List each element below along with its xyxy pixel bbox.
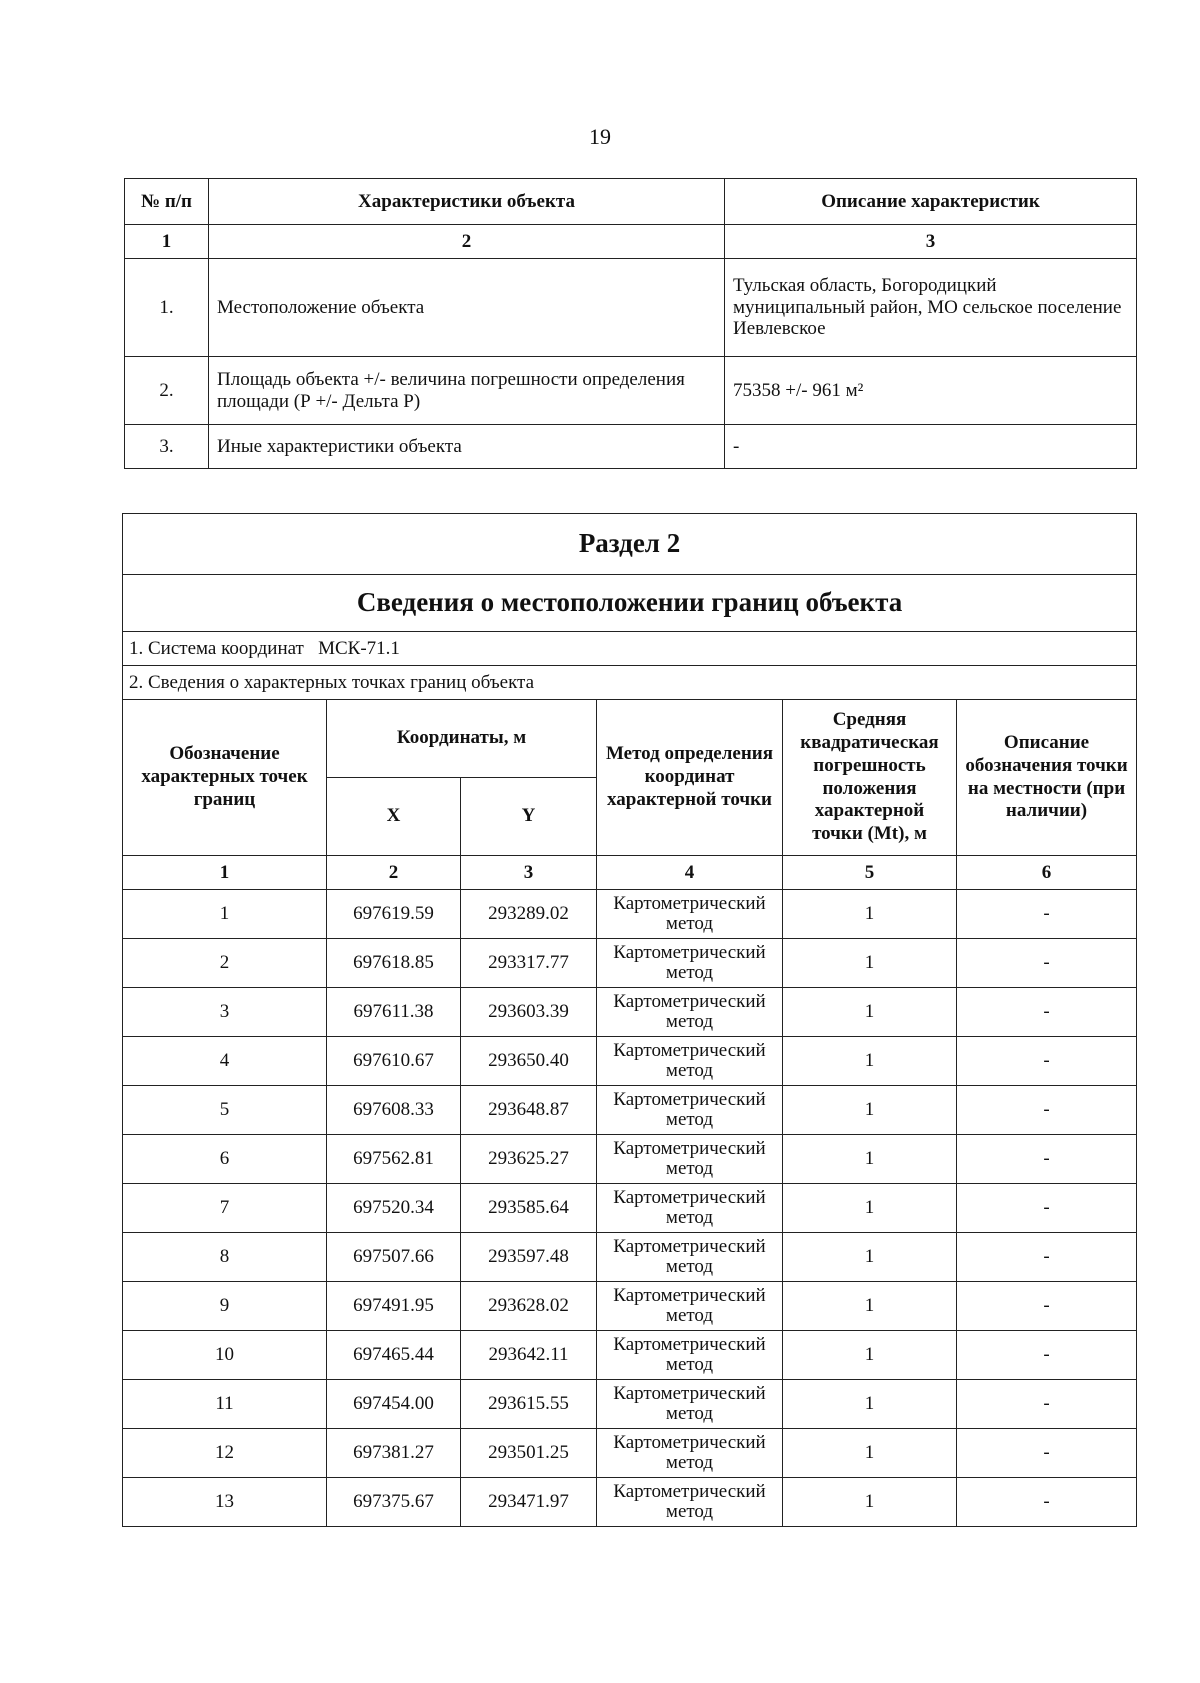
point-description: - <box>957 939 1137 988</box>
row-characteristic: Иные характеристики объекта <box>209 425 725 469</box>
point-y: 293615.55 <box>461 1380 597 1429</box>
header-error: Средняя квадратическая погрешность положения характерной точки (Mt), м <box>783 700 957 856</box>
point-description: - <box>957 1478 1137 1527</box>
point-y: 293317.77 <box>461 939 597 988</box>
point-y: 293501.25 <box>461 1429 597 1478</box>
point-id: 12 <box>123 1429 327 1478</box>
point-mt: 1 <box>783 1184 957 1233</box>
table-row <box>123 1086 1137 1135</box>
point-x: 697507.66 <box>327 1233 461 1282</box>
table-row <box>123 890 1137 939</box>
table-row <box>123 1282 1137 1331</box>
point-description: - <box>957 890 1137 939</box>
column-number-row <box>123 856 1137 890</box>
column-number: 3 <box>461 856 597 890</box>
column-number: 6 <box>957 856 1137 890</box>
row-number: 3. <box>125 425 209 469</box>
header-y: Y <box>461 778 597 856</box>
point-mt: 1 <box>783 1135 957 1184</box>
point-x: 697491.95 <box>327 1282 461 1331</box>
header-number: № п/п <box>125 179 209 225</box>
table-row <box>125 357 1137 425</box>
table-row <box>123 1380 1137 1429</box>
row-characteristic: Местоположение объекта <box>209 259 725 357</box>
table-row <box>123 939 1137 988</box>
table-row <box>123 1037 1137 1086</box>
table-row <box>125 259 1137 357</box>
point-description: - <box>957 1429 1137 1478</box>
column-number: 3 <box>725 225 1137 259</box>
point-x: 697611.38 <box>327 988 461 1037</box>
point-id: 11 <box>123 1380 327 1429</box>
point-id: 5 <box>123 1086 327 1135</box>
point-id: 4 <box>123 1037 327 1086</box>
point-x: 697381.27 <box>327 1429 461 1478</box>
table-row <box>123 1478 1137 1527</box>
row-number: 2. <box>125 357 209 425</box>
header-description: Описание характеристик <box>725 179 1137 225</box>
point-method: Картометрический метод <box>597 939 783 988</box>
point-id: 9 <box>123 1282 327 1331</box>
point-x: 697520.34 <box>327 1184 461 1233</box>
point-y: 293597.48 <box>461 1233 597 1282</box>
point-mt: 1 <box>783 1086 957 1135</box>
column-number: 2 <box>327 856 461 890</box>
point-description: - <box>957 1037 1137 1086</box>
point-y: 293289.02 <box>461 890 597 939</box>
column-number: 1 <box>123 856 327 890</box>
row-number: 1. <box>125 259 209 357</box>
point-y: 293642.11 <box>461 1331 597 1380</box>
page-number: 19 <box>589 124 611 149</box>
header-coordinates: Координаты, м <box>327 700 597 778</box>
point-y: 293603.39 <box>461 988 597 1037</box>
header-point-description: Описание обозначения точки на местности (при наличии) <box>957 700 1137 856</box>
point-id: 7 <box>123 1184 327 1233</box>
section-subtitle: Сведения о местоположении границ объекта <box>123 575 1137 632</box>
point-method: Картометрический метод <box>597 988 783 1037</box>
point-mt: 1 <box>783 1478 957 1527</box>
points-caption: 2. Сведения о характерных точках границ объекта <box>123 666 1137 700</box>
table-row <box>123 1184 1137 1233</box>
point-x: 697454.00 <box>327 1380 461 1429</box>
point-y: 293648.87 <box>461 1086 597 1135</box>
boundary-points-table <box>122 513 1137 1527</box>
column-number: 2 <box>209 225 725 259</box>
point-id: 6 <box>123 1135 327 1184</box>
row-description: Тульская область, Богородицкий муниципальный район, МО сельское поселение Иевлевское <box>725 259 1137 357</box>
point-description: - <box>957 1282 1137 1331</box>
column-number-row <box>125 225 1137 259</box>
point-id: 13 <box>123 1478 327 1527</box>
point-method: Картометрический метод <box>597 1037 783 1086</box>
header-method: Метод определения координат характерной точки <box>597 700 783 856</box>
point-mt: 1 <box>783 1331 957 1380</box>
column-number: 1 <box>125 225 209 259</box>
point-id: 1 <box>123 890 327 939</box>
point-description: - <box>957 1135 1137 1184</box>
point-description: - <box>957 1086 1137 1135</box>
point-mt: 1 <box>783 939 957 988</box>
point-description: - <box>957 1380 1137 1429</box>
row-characteristic: Площадь объекта +/- величина погрешности определения площади (Р +/- Дельта Р) <box>209 357 725 425</box>
point-x: 697618.85 <box>327 939 461 988</box>
point-mt: 1 <box>783 1282 957 1331</box>
point-mt: 1 <box>783 1233 957 1282</box>
point-method: Картометрический метод <box>597 890 783 939</box>
row-description: 75358 +/- 961 м² <box>725 357 1137 425</box>
point-x: 697562.81 <box>327 1135 461 1184</box>
point-method: Картометрический метод <box>597 1184 783 1233</box>
point-id: 8 <box>123 1233 327 1282</box>
point-x: 697608.33 <box>327 1086 461 1135</box>
point-x: 697465.44 <box>327 1331 461 1380</box>
column-number: 4 <box>597 856 783 890</box>
point-method: Картометрический метод <box>597 1478 783 1527</box>
point-x: 697375.67 <box>327 1478 461 1527</box>
point-id: 2 <box>123 939 327 988</box>
point-method: Картометрический метод <box>597 1135 783 1184</box>
table-row <box>123 988 1137 1037</box>
point-method: Картометрический метод <box>597 1429 783 1478</box>
table-row <box>123 1331 1137 1380</box>
header-designation: Обозначение характерных точек границ <box>123 700 327 856</box>
table-row <box>125 425 1137 469</box>
point-method: Картометрический метод <box>597 1331 783 1380</box>
point-x: 697619.59 <box>327 890 461 939</box>
point-mt: 1 <box>783 988 957 1037</box>
point-y: 293628.02 <box>461 1282 597 1331</box>
point-y: 293471.97 <box>461 1478 597 1527</box>
point-y: 293650.40 <box>461 1037 597 1086</box>
object-characteristics-table <box>124 178 1137 469</box>
column-number: 5 <box>783 856 957 890</box>
header-x: X <box>327 778 461 856</box>
point-y: 293585.64 <box>461 1184 597 1233</box>
table-row <box>123 1233 1137 1282</box>
point-description: - <box>957 1233 1137 1282</box>
point-method: Картометрический метод <box>597 1282 783 1331</box>
header-characteristic: Характеристики объекта <box>209 179 725 225</box>
table-row <box>123 1135 1137 1184</box>
point-mt: 1 <box>783 1429 957 1478</box>
table-header-row <box>125 179 1137 225</box>
section-title: Раздел 2 <box>123 514 1137 575</box>
point-x: 697610.67 <box>327 1037 461 1086</box>
point-id: 10 <box>123 1331 327 1380</box>
point-method: Картометрический метод <box>597 1086 783 1135</box>
point-mt: 1 <box>783 1037 957 1086</box>
point-mt: 1 <box>783 1380 957 1429</box>
point-method: Картометрический метод <box>597 1233 783 1282</box>
point-method: Картометрический метод <box>597 1380 783 1429</box>
point-id: 3 <box>123 988 327 1037</box>
point-mt: 1 <box>783 890 957 939</box>
point-description: - <box>957 988 1137 1037</box>
table-row <box>123 1429 1137 1478</box>
point-y: 293625.27 <box>461 1135 597 1184</box>
points-body <box>123 890 1137 1527</box>
point-description: - <box>957 1331 1137 1380</box>
row-description: - <box>725 425 1137 469</box>
point-description: - <box>957 1184 1137 1233</box>
coordinate-system: 1. Система координат МСК-71.1 <box>123 632 1137 666</box>
